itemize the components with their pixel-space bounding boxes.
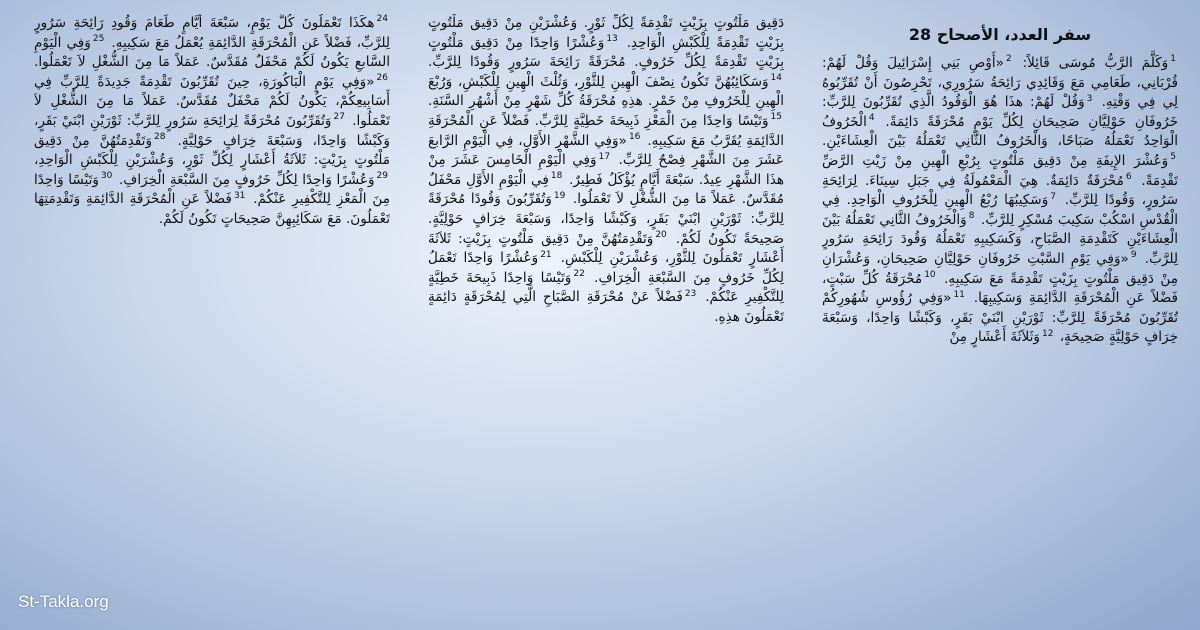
verse-number: 20	[655, 230, 667, 240]
verse-text: فِي الْيَوْمِ الأَوَّلِ مَحْفَلٌ مُقَدَّسٌ. عَمَلاً مَا مِنَ الشُّغْلِ لاَ تَعْمَلُوا.	[428, 171, 784, 208]
verse-text: وَعُشْرًا وَاحِدًا تَعْمَلُ لِكُلِّ خَرُوفٍ مِنَ السَّبْعَةِ الْخِرَافِ.	[428, 250, 784, 286]
verse-number: 4	[868, 113, 875, 124]
text-column-left	[34, 14, 390, 616]
verse-text: «وَفِي يَوْمِ الْبَاكُورَةِ، حِينَ تُقَرِّبُونَ تَقْدِمَةً جَدِيدَةً لِلرَّبِّ فِي أَسَابِيعِكُمْ، يَكُونُ لَكُمْ مَحْفَلٌ مُقَدَّسٌ. عَمَلاً مَا مِنَ الشُّغْلِ لاَ تَعْمَلُوا.	[34, 73, 390, 129]
verse-number: 28	[154, 132, 166, 143]
verse-text: وَعُشْرَ الإِيفَةِ مِنْ دَقِيق مَلْتُوتٍ بِرُبْعِ الْهِينِ مِنْ زَيْتِ الرَّضِّ تَقْدِمَةً.	[822, 152, 1178, 189]
verse-number: 11	[953, 289, 965, 300]
verse-number: 22	[573, 269, 585, 280]
verse-text: وَسَكَائِبُهُنَّ تَكُونُ نِصْفَ الْهِينِ لِلثَّوْرِ، وَثُلْثَ الْهِينِ لِلْكَبْشِ، وَرُبْعَ الْهِينِ لِلْخَرُوفِ مِنْ خَمْرٍ. هذِهِ مُحْرَقَةُ كُلِّ شَهْرٍ مِنْ أَشْهُرِ السَّنَةِ.	[428, 73, 784, 110]
verse-number: 21	[540, 249, 552, 260]
verse-text: مُحْرَقَةٌ دَائِمَةٌ. هِيَ الْمَعْمُولَةُ فِي جَبَلِ سِينَاءَ. لِرَائِحَةِ سَرُورٍ، وَقُودًا لِلرَّبِّ.	[822, 172, 1178, 209]
verse-text: دَقِيق مَلْتُوتٍ بِزَيْتٍ تَقْدِمَةً لِكُلِّ ثَوْرٍ. وَعُشْرَيْنِ مِنْ دَقِيق مَلْتُوتٍ بِزَيْتٍ تَقْدِمَةً لِلْكَبْشِ الْوَاحِدِ.	[428, 15, 784, 51]
verse	[428, 74, 784, 110]
verse-text: وَتَقْدِمَتُهُنَّ مِنْ دَقِيق مَلْتُوتٍ بِزَيْتٍ: ثَلاَثَةَ أَعْشَارٍ تَعْمَلُونَ لِلثَّوْرِ، وَعُشْرَيْنِ لِلْكَبْشِ.	[428, 230, 784, 267]
verse-text: «وَفِي يَوْمِ السَّبْتِ خَرُوفَانِ حَوْلِيَّانِ صَحِيحَانِ، وَعُشْرَانِ مِنْ دَقِيق مَلْتُوتٍ بِزَيْتٍ تَقْدِمَةً مَعَ سَكِيبِهِ.	[822, 250, 1178, 287]
verse-text: وَتَيْسًا وَاحِدًا مِنَ الْمَعْزِ لِلتَّكْفِيرِ عَنْكُمْ.	[34, 171, 390, 208]
verse-text: وَتَيْسًا وَاحِدًا ذَبِيحَةَ خَطِيَّةٍ لِلتَّكْفِيرِ عَنْكُمْ.	[428, 269, 784, 306]
verse-number: 12	[1041, 328, 1054, 339]
verse-text: وَثَلاَثَةَ أَعْشَارٍ مِنْ	[949, 329, 1040, 346]
verse-number: 6	[1125, 172, 1132, 183]
verse-number: 7	[1050, 191, 1056, 202]
verse-text: فَضْلاً عَنْ مُحْرَقَةِ الصَّبَاحِ الَّتِي لِمُحْرَقَةٍ دَائِمَةٍ تَعْمَلُونَ هذِهِ.	[428, 289, 784, 325]
verse-number: 1	[1170, 54, 1176, 65]
verse-number: 15	[770, 112, 782, 123]
verse-text: وَتُقَرِّبُونَ وَقُودًا مُحْرَقَةً لِلرَّبِّ: ثَوْرَيْنِ ابْنَيْ بَقَرٍ، وَكَبْشًا وَاحِدًا، وَسَبْعَةَ خِرَافٍ حَوْلِيَّةٍ. صَحِيحَةً تَكُونُ لَكُمْ.	[428, 191, 784, 247]
verse	[1014, 55, 1178, 71]
verse-list	[822, 54, 1178, 348]
verse-number: 5	[1170, 152, 1176, 163]
verse-number: 10	[924, 270, 936, 280]
verse-text: وَتَقْدِمَتُهُنَّ مِنْ دَقِيق مَلْتُوتٍ بِزَيْتٍ: ثَلاَثَةُ أَعْشَارٍ لِكُلِّ ثَوْرٍ، وَعُشْرَيْنِ لِلْكَبْشِ الْوَاحِدِ،	[34, 132, 390, 169]
verse	[949, 329, 1055, 345]
verse-number: 30	[100, 171, 113, 182]
verse-text: وَقُلْ لَهُمْ: هذَا هُوَ الْوَقُودُ الَّذِي تُقَرِّبُونَ لِلرَّبِّ: خَرُوفَانِ حَوْلِيَّانِ صَحِيحَانِ لِكُلِّ يَوْمٍ مُحْرَقَةً دَائِمَةً.	[822, 94, 1178, 130]
verse-text: وَتَيْسًا وَاحِدًا مِنَ الْمَعْزِ ذَبِيحَةَ خَطِيَّةٍ لِلرَّبِّ. فَضْلاً عَنِ الْمُحْرَقَةِ الدَّائِمَةِ يُقَرَّبُ مَعَ سَكِيبِهِ.	[428, 112, 784, 149]
verse-list	[34, 14, 390, 230]
verse-number: 16	[628, 132, 641, 143]
verse-text: هكَذَا تَعْمَلُونَ كُلَّ يَوْمٍ، سَبْعَةَ أَيَّامٍ طَعَامَ وَقُودِ رَائِحَةِ سَرُورٍ لِلرَّبِّ، فَضْلاً عَنِ الْمُحْرَقَةِ الدَّائِمَةِ يُعْمَلُ مَعَ سَكِيبِهِ.	[34, 15, 390, 51]
verse	[114, 172, 390, 188]
verse-number: 14	[770, 73, 782, 84]
verse-text: وَعُشْرًا وَاحِدًا لِكُلِّ خَرُوفٍ مِنَ السَّبْعَةِ الْخِرَافِ.	[118, 171, 375, 188]
verse-number: 29	[376, 171, 388, 182]
verse-number: 27	[333, 112, 345, 123]
verse-text: وَالْخَرُوفُ الثَّانِي تَعْمَلُهُ بَيْنَ الْعِشَاءَيْنِ كَتَقْدِمَةِ الصَّبَاحِ، وَكَسَكِيبِهِ تَعْمَلُهُ وَقُودَ رَائِحَةِ سَرُورٍ لِلرَّبِّ.	[822, 211, 1178, 267]
verse-number: 19	[553, 190, 566, 201]
verse-number: 18	[550, 171, 563, 182]
text-column-middle	[428, 14, 784, 616]
verse-number: 3	[1086, 93, 1093, 104]
verse-text: وَكَلَّمَ الرَّبُّ مُوسَى قَائِلاً:	[1022, 55, 1169, 71]
verse-text: مُحْرَقَةُ كُلِّ سَبْتٍ، فَضْلاً عَنِ الْمُحْرَقَةِ الدَّائِمَةِ وَسَكِيبِهَا.	[822, 270, 1178, 307]
text-column-right	[822, 14, 1178, 616]
verse-number: 31	[233, 190, 246, 201]
verse-text: «وَفِي الشَّهْرِ الأَوَّلِ، فِي الْيَوْمِ الرَّابعَ عَشَرَ مِنَ الشَّهْرِ فِصْحٌ لِلرَّبِّ.	[428, 132, 784, 169]
site-watermark: St-Takla.org	[18, 592, 109, 611]
verse-number: 26	[376, 73, 388, 84]
verse-text: وَتُقَرِّبُونَ مُحْرَقَةً لِرَائِحَةِ سَرُورٍ لِلرَّبِّ: ثَوْرَيْنِ ابْنَيْ بَقَرٍ، وَكَبْشًا وَاحِدًا، وَسَبْعَةَ خِرَافٍ حَوْلِيَّةٍ.	[34, 112, 390, 149]
chapter-title: سفر العدد، الأصحاح 28	[908, 25, 1092, 44]
verse-number: 17	[598, 151, 611, 162]
verse-text: فَضْلاً عَنِ الْمُحْرَقَةِ الدَّائِمَةِ وَتَقْدِمَتِهَا تَعْمَلُونَ. مَعَ سَكَائِبِهِنَّ صَحِيحَاتٍ تَكُونُ لَكُمْ.	[34, 191, 390, 227]
verse-number: 2	[1005, 54, 1012, 65]
verse-number: 23	[684, 288, 697, 299]
verse-text: «أَوْصِ بَنِي إِسْرَائِيلَ وَقُلْ لَهُمْ: قُرْبَانِي، طَعَامِي مَعَ وَقَائِدِي رَائِحَةُ سَرُورِي، تَحْرِصُونَ أَنْ تُقَرِّبُوهُ لِي فِي وَقْتِهِ.	[822, 55, 1178, 111]
verse-text: وَعُشْرًا وَاحِدًا مِنْ دَقِيق مَلْتُوتٍ بِزَيْتٍ تَقْدِمَةً لِكُلِّ خَرُوفٍ. مُحْرَقَةً رَائِحَةَ سَرُورٍ وَقُودًا لِلرَّبِّ.	[428, 34, 784, 71]
verse-number: 25	[92, 34, 105, 45]
verse-list	[428, 14, 784, 328]
verse-number: 9	[1130, 250, 1137, 261]
verse-text: وَفِي الْيَوْمِ السَّابعِ يَكُونُ لَكُمْ مَحْفَلٌ مُقَدَّسٌ. عَمَلاً مَا مِنَ الشُّغْلِ لاَ تَعْمَلُوا.	[34, 34, 390, 71]
verse-text: «وَفِي رُؤُوسِ شُهُورِكُمْ تُقَرِّبُونَ مُحْرَقَةً لِلرَّبِّ: ثَوْرَيْنِ ابْنَيْ بَقَرٍ، وَكَبْشًا وَاحِدًا، وَسَبْعَةَ خِرَافٍ حَوْلِيَّةٍ صَحِيحَةٍ،	[822, 290, 1178, 346]
verse-number: 8	[968, 211, 975, 222]
verse-text: وَسَكِيبُهَا رُبْعُ الْهِينِ لِلْخَرُوفِ الْوَاحِدِ. فِي الْقُدْسِ اسْكُبْ سَكِيبَ مُسْكِرٍ لِلرَّبِّ.	[822, 192, 1178, 228]
verse-text: الْخَرُوفُ الْوَاحِدُ تَعْمَلُهُ صَبَاحًا، وَالْخَرُوفُ الثَّانِي تَعْمَلُهُ بَيْنَ الْعِشَاءَيْنِ.	[822, 113, 1178, 150]
verse-text: وَفِي الْيَوْمِ الْخَامِسَ عَشَرَ مِنْ هذَا الشَّهْرِ عِيدٌ. سَبْعَةَ أَيَّامٍ يُؤْكَلُ فَطِيرٌ.	[428, 152, 784, 188]
verse-number: 13	[606, 34, 618, 45]
verse-number: 24	[376, 14, 388, 25]
